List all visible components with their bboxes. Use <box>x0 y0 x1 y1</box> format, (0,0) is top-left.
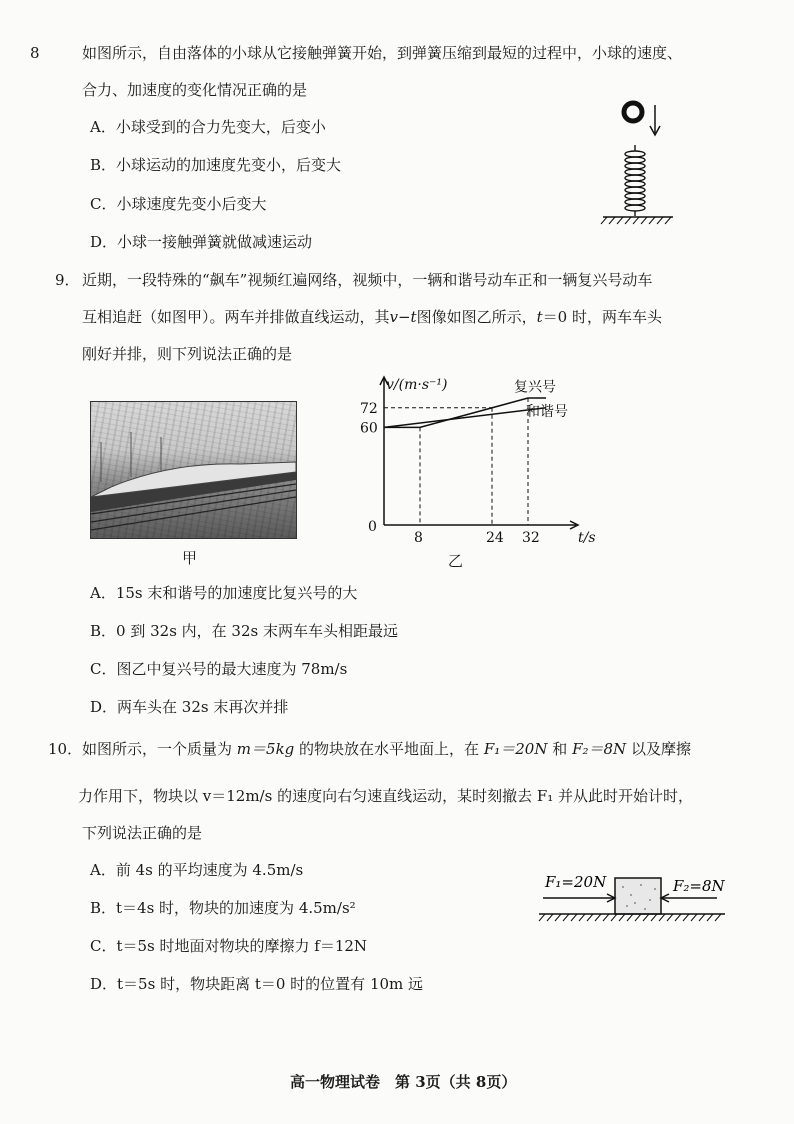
caption-jia: 甲 <box>182 549 198 567</box>
caption-yi: 乙 <box>448 552 464 570</box>
q9-option-c: C．图乙中复兴号的最大速度为 78m/s <box>90 660 348 678</box>
q10-stem-line2: 力作用下，物块以 v＝12m/s 的速度向右匀速直线运动，某时刻撤去 F₁ 并从此时开始计时， <box>78 787 694 805</box>
q10-option-b: B．t＝4s 时，物块的加速度为 4.5m/s² <box>90 899 356 917</box>
q9-stem-line1: 近期，一段特殊的“飙车”视频红遍网络，视频中，一辆和谐号动车正和一辆复兴号动车 <box>82 271 653 289</box>
block <box>615 878 661 914</box>
ball-icon <box>624 103 642 121</box>
page-footer: 高一物理试卷 第 3页（共 8页） <box>290 1073 517 1091</box>
series-label-1: 和谐号 <box>526 403 568 420</box>
q8-option-b: B．小球运动的加速度先变小，后变大 <box>90 156 342 174</box>
f1-label: F₁=20N <box>545 873 607 891</box>
q9-number: 9． <box>55 271 80 289</box>
q8-stem-line2: 合力、加速度的变化情况正确的是 <box>82 81 308 99</box>
f2-label: F₂=8N <box>673 877 725 895</box>
train-photo <box>90 401 297 539</box>
q9-option-d: D．两车头在 32s 末再次并排 <box>90 698 289 716</box>
ground-hatch <box>601 217 671 224</box>
q8-stem-line1: 如图所示，自由落体的小球从它接触弹簧开始，到弹簧压缩到最短的过程中，小球的速度、 <box>82 44 683 62</box>
q10-option-c: C．t＝5s 时地面对物块的摩擦力 f＝12N <box>90 937 368 955</box>
y-axis-label: v/(m·s⁻¹) <box>386 377 448 393</box>
q10-stem-line3: 下列说法正确的是 <box>82 824 203 842</box>
q9-option-b: B．0 到 32s 内，在 32s 末两车车头相距最远 <box>90 622 398 640</box>
x-tick-label-0: 8 <box>414 530 423 546</box>
block-forces-figure <box>535 865 735 925</box>
q8-option-a: A．小球受到的合力先变大，后变小 <box>90 118 326 136</box>
series-label-0: 复兴号 <box>514 379 556 396</box>
x-tick-label-2: 32 <box>522 530 540 546</box>
velocity-time-chart <box>330 375 596 575</box>
origin-label: 0 <box>368 519 377 535</box>
q9-stem-line3: 刚好并排，则下列说法正确的是 <box>82 345 293 363</box>
y-tick-label-0: 60 <box>360 420 378 437</box>
x-axis-label: t/s <box>578 530 596 546</box>
q8-option-c: C．小球速度先变小后变大 <box>90 195 267 213</box>
series-line-1 <box>384 408 546 428</box>
q10-stem-line1: 如图所示，一个质量为 m＝5kg 的物块放在水平地面上，在 F₁＝20N 和 F₂＝8N 以及摩擦 <box>82 740 691 758</box>
q10-option-a: A．前 4s 的平均速度为 4.5m/s <box>90 861 304 879</box>
q10-number: 10． <box>48 740 83 758</box>
spring-icon <box>625 145 645 216</box>
q9-option-a: A．15s 末和谐号的加速度比复兴号的大 <box>90 584 358 602</box>
q10-option-d: D．t＝5s 时，物块距离 t＝0 时的位置有 10m 远 <box>90 975 424 993</box>
x-tick-label-1: 24 <box>486 530 504 546</box>
floor-hatch <box>539 914 721 921</box>
spring-ball-figure <box>595 95 685 230</box>
y-tick-label-1: 72 <box>360 400 378 417</box>
q9-stem-line2: 互相追赶（如图甲）。两车并排做直线运动，其v−t图像如图乙所示，t＝0 时，两车车头 <box>82 308 662 326</box>
q8-number: 8 <box>30 44 40 62</box>
series-line-0 <box>384 398 546 427</box>
q8-option-d: D．小球一接触弹簧就做减速运动 <box>90 233 313 251</box>
